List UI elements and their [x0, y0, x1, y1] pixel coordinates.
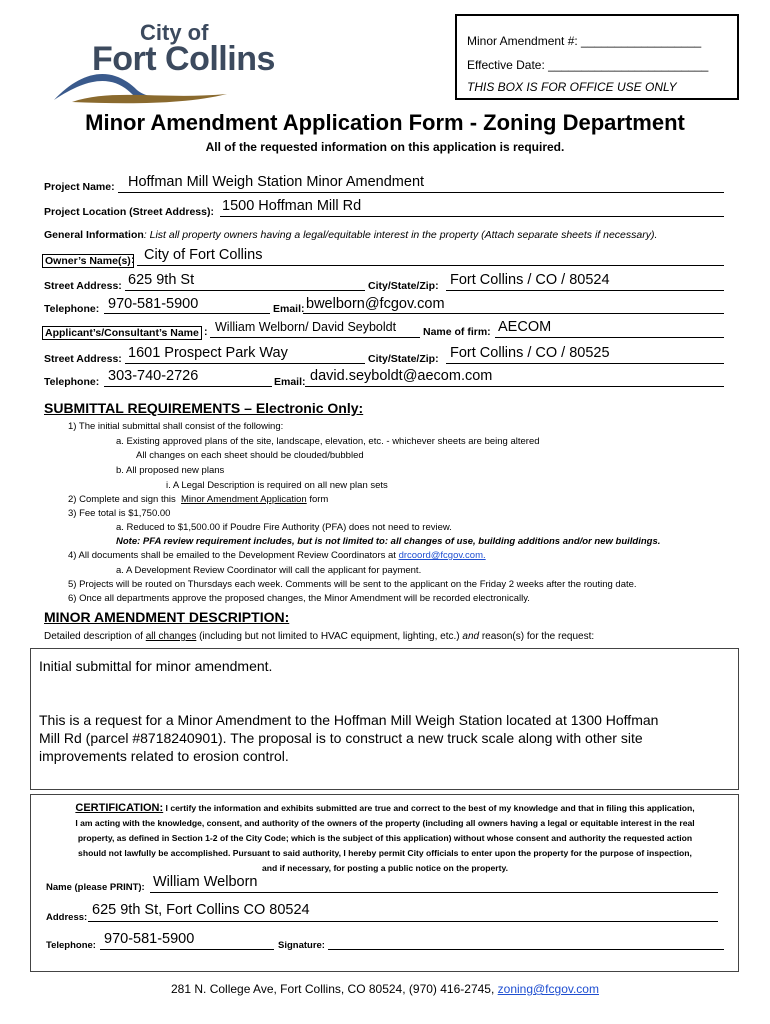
description-para-2-line-2: Mill Rd (parcel #8718240901). The proposal is to construct a new truck scale along with other site — [39, 730, 643, 746]
cert-line-1: I certify the information and exhibits submitted are true and correct to the best of my knowledge and that in filing this application, — [163, 803, 695, 813]
owner-city-label: City/State/Zip: — [368, 280, 439, 292]
project-name-line — [118, 192, 724, 193]
applicant-street-line — [125, 363, 365, 364]
applicant-city-line — [446, 363, 724, 364]
minor-amendment-application-link[interactable]: Minor Amendment Application — [181, 494, 307, 505]
footer-address: 281 N. College Ave, Fort Collins, CO 80524, (970) 416-2745, — [171, 982, 498, 996]
applicant-name-label — [42, 326, 202, 340]
applicant-name-line — [210, 337, 420, 338]
general-information-note: : List all property owners having a legal/equitable interest in the property (Attach separate sheets if necessary). — [143, 229, 658, 241]
owners-name-value[interactable]: City of Fort Collins — [144, 247, 263, 263]
cert-line-4: should not lawfully be accomplished. Pursuant to said authority, I hereby permit City officials to enter upon the property for the purpose of inspection, — [78, 848, 692, 858]
cert-name-value[interactable]: William Welborn — [153, 874, 258, 890]
general-information-label — [44, 229, 657, 241]
req-item-4-text: 4) All documents shall be emailed to the Development Review Coordinators at — [68, 550, 396, 561]
firm-label: Name of firm: — [423, 326, 491, 338]
description-para-2-line-3: improvements related to erosion control. — [39, 748, 289, 764]
project-name-label: Project Name: — [44, 181, 115, 193]
cert-telephone-line — [100, 949, 274, 950]
req-item-2 — [68, 494, 328, 505]
owner-telephone-label: Telephone: — [44, 303, 100, 315]
page-title: Minor Amendment Application Form - Zoning Department — [85, 110, 685, 135]
req-item-4 — [68, 550, 486, 561]
owners-name-line — [137, 265, 724, 266]
project-name-value[interactable]: Hoffman Mill Weigh Station Minor Amendment — [128, 174, 425, 190]
certification-title: CERTIFICATION: — [75, 802, 164, 814]
cert-telephone-label: Telephone: — [46, 940, 96, 951]
cert-line-5: and if necessary, for posting a public notice on the property. — [261, 863, 509, 873]
owner-city-line — [446, 290, 724, 291]
owners-name-label-text: Owner’s Name(s) — [45, 255, 131, 267]
owner-telephone-line — [104, 313, 270, 314]
req-item-3a: a. Reduced to $1,500.00 if Poudre Fire Authority (PFA) does not need to review. — [116, 522, 452, 533]
cert-signature-line[interactable] — [328, 949, 724, 950]
owner-email-label: Email: — [273, 303, 305, 315]
desc-label-and: and — [462, 631, 480, 642]
cert-address-line — [88, 921, 718, 922]
req-item-1a: a. Existing approved plans of the site, landscape, elevation, etc. - whichever sheets are being altered — [116, 436, 540, 447]
applicant-telephone-label: Telephone: — [44, 376, 100, 388]
project-location-line — [220, 216, 724, 217]
cert-line-3: property, as defined in Section 1-2 of the City Code; which is the subject of this application) without whose consent and authority the requested action — [77, 833, 693, 843]
req-item-6: 6) Once all departments approve the proposed changes, the Minor Amendment will be recorded electronically. — [68, 593, 530, 604]
applicant-name-label-text: Applicant’s/Consultant’s Name — [45, 327, 199, 339]
description-textarea[interactable] — [30, 648, 739, 790]
owner-email-value[interactable]: bwelborn@fcgov.com — [306, 296, 445, 312]
applicant-name-value[interactable]: William Welborn/ David Seyboldt — [215, 320, 397, 334]
req-item-1a-note: All changes on each sheet should be clouded/bubbled — [136, 450, 364, 461]
owner-street-line — [125, 290, 365, 291]
page-subtitle: All of the requested information on this application is required. — [205, 140, 565, 154]
city-logo — [52, 20, 312, 105]
applicant-city-value[interactable]: Fort Collins / CO / 80525 — [450, 345, 610, 361]
applicant-street-label: Street Address: — [44, 353, 122, 365]
desc-label-post: reason(s) for the request: — [479, 631, 595, 642]
cert-address-label: Address: — [46, 912, 88, 923]
mountain-swoosh-icon — [52, 60, 232, 105]
description-para-2-line-1: This is a request for a Minor Amendment to the Hoffman Mill Weigh Station located at 1300 Hoffman — [39, 712, 659, 728]
req-item-5: 5) Projects will be routed on Thursdays each week. Comments will be sent to the applicant on the Friday 2 weeks after the routing date. — [68, 579, 637, 590]
project-location-value[interactable]: 1500 Hoffman Mill Rd — [222, 198, 362, 214]
req-item-2-text: 2) Complete and sign this — [68, 494, 176, 505]
applicant-email-line — [305, 386, 724, 387]
cert-signature-label: Signature: — [278, 940, 325, 951]
req-item-3-note: Note: PFA review requirement includes, but is not limited to: all changes of use, building additions and/or new buildings. — [116, 536, 661, 547]
cert-name-line — [150, 892, 718, 893]
drcoord-email-link[interactable]: drcoord@fcgov.com. — [398, 550, 486, 561]
owners-name-label — [42, 254, 134, 268]
project-location-label: Project Location (Street Address): — [44, 206, 214, 218]
owner-city-value[interactable]: Fort Collins / CO / 80524 — [450, 272, 610, 288]
description-para-1: Initial submittal for minor amendment. — [39, 658, 273, 674]
req-item-1b-i: i. A Legal Description is required on all new plan sets — [166, 480, 388, 491]
applicant-street-value[interactable]: 1601 Prospect Park Way — [128, 345, 288, 361]
description-heading: MINOR AMENDMENT DESCRIPTION: — [44, 609, 290, 625]
minor-amendment-number-field: Minor Amendment #: __________________ — [467, 34, 702, 48]
req-item-3: 3) Fee total is $1,750.00 — [68, 508, 171, 519]
req-item-4a: a. A Development Review Coordinator will call the applicant for payment. — [116, 565, 422, 576]
desc-label-pre: Detailed description of — [44, 631, 146, 642]
applicant-telephone-line — [104, 386, 272, 387]
applicant-name-colon: : — [204, 326, 208, 338]
applicant-telephone-value[interactable]: 303-740-2726 — [108, 368, 199, 384]
owner-street-value[interactable]: 625 9th St — [128, 272, 195, 288]
logo-line1: City of — [140, 20, 209, 45]
desc-label-mid: (including but not limited to HVAC equipment, lighting, etc.) — [196, 631, 463, 642]
submittal-heading: SUBMITTAL REQUIREMENTS – Electronic Only: — [44, 400, 364, 416]
office-use-note: THIS BOX IS FOR OFFICE USE ONLY — [467, 80, 677, 94]
applicant-city-label: City/State/Zip: — [368, 353, 439, 365]
req-item-2-form: form — [309, 494, 329, 505]
footer — [0, 982, 770, 996]
logo-line2: Fort Collins — [92, 40, 275, 78]
desc-label-underlined: all changes — [145, 631, 197, 642]
certification-text — [39, 801, 731, 876]
office-use-box — [455, 14, 739, 100]
firm-line — [495, 337, 724, 338]
applicant-email-label: Email: — [274, 376, 306, 388]
description-instructions — [44, 631, 594, 642]
cert-line-2: I am acting with the knowledge, consent, and authority of the owners of the property (including all owners having a legal or equitable interest in the real — [75, 818, 695, 828]
cert-telephone-value[interactable]: 970-581-5900 — [104, 931, 195, 947]
owner-street-label: Street Address: — [44, 280, 122, 292]
owners-name-colon: : — [131, 254, 135, 266]
zoning-email-link[interactable]: zoning@fcgov.com — [497, 982, 599, 996]
general-information-title: General Information — [44, 229, 144, 241]
effective-date-field: Effective Date: ________________________ — [467, 58, 709, 72]
owner-email-line — [303, 313, 724, 314]
firm-value[interactable]: AECOM — [498, 319, 552, 335]
applicant-email-value[interactable]: david.seyboldt@aecom.com — [310, 368, 493, 384]
req-item-1b: b. All proposed new plans — [116, 465, 225, 476]
owner-telephone-value[interactable]: 970-581-5900 — [108, 296, 199, 312]
cert-address-value[interactable]: 625 9th St, Fort Collins CO 80524 — [92, 902, 310, 918]
req-item-1: 1) The initial submittal shall consist of the following: — [68, 421, 284, 432]
cert-name-label: Name (please PRINT): — [46, 882, 145, 893]
